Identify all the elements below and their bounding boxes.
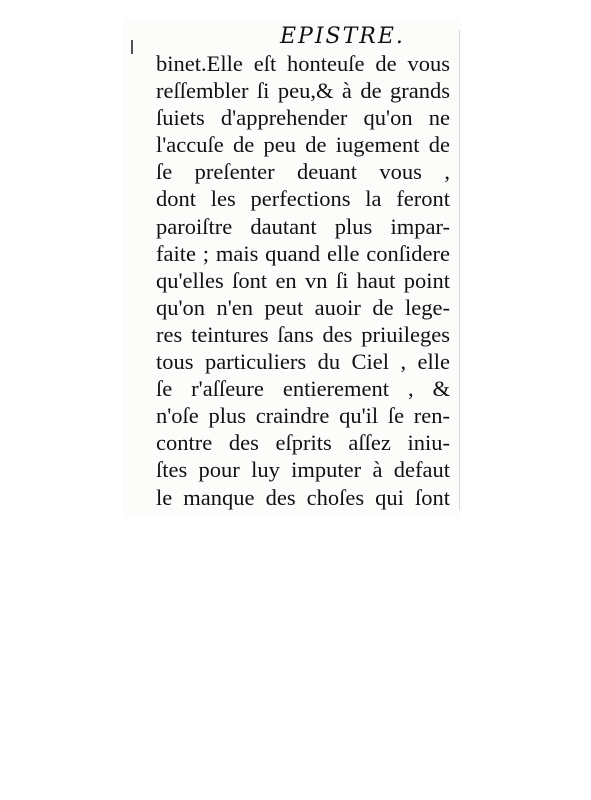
text-line: qu'elles ſont en vn ſi haut point [156, 267, 450, 293]
text-line: binet.Elle eſt honteuſe de vous [156, 51, 450, 76]
body-text [156, 50, 450, 511]
margin-mark [131, 40, 133, 54]
text-line: reſſembler ſi peu,& à de grands [156, 78, 450, 104]
text-line: paroiſtre dautant plus impar- [156, 213, 450, 239]
text-line: contre des eſprits aſſez iniu- [156, 430, 450, 456]
text-line: faite ; mais quand elle conſidere [156, 240, 450, 266]
text-line: ſe r'aſſeure entierement , & [156, 376, 450, 402]
page-edge [459, 30, 460, 510]
text-line: ſuiets d'apprehender qu'on ne [156, 105, 450, 131]
text-line: n'oſe plus craindre qu'il ſe ren- [156, 403, 450, 429]
text-line: ſtes pour luy imputer à defaut [156, 457, 450, 483]
text-line: tous particuliers du Ciel , elle [156, 349, 450, 375]
text-line: dont les perfections la feront [156, 186, 450, 212]
text-line: l'accuſe de peu de iugement de [156, 132, 450, 158]
text-line: qu'on n'en peut auoir de lege- [156, 294, 450, 320]
text-line: ſe preſenter deuant vous , [156, 159, 450, 185]
running-head: EPISTRE. [280, 24, 405, 49]
text-line: le manque des choſes qui ſont [156, 484, 450, 510]
text-line: res teintures ſans des priuileges [156, 321, 450, 347]
